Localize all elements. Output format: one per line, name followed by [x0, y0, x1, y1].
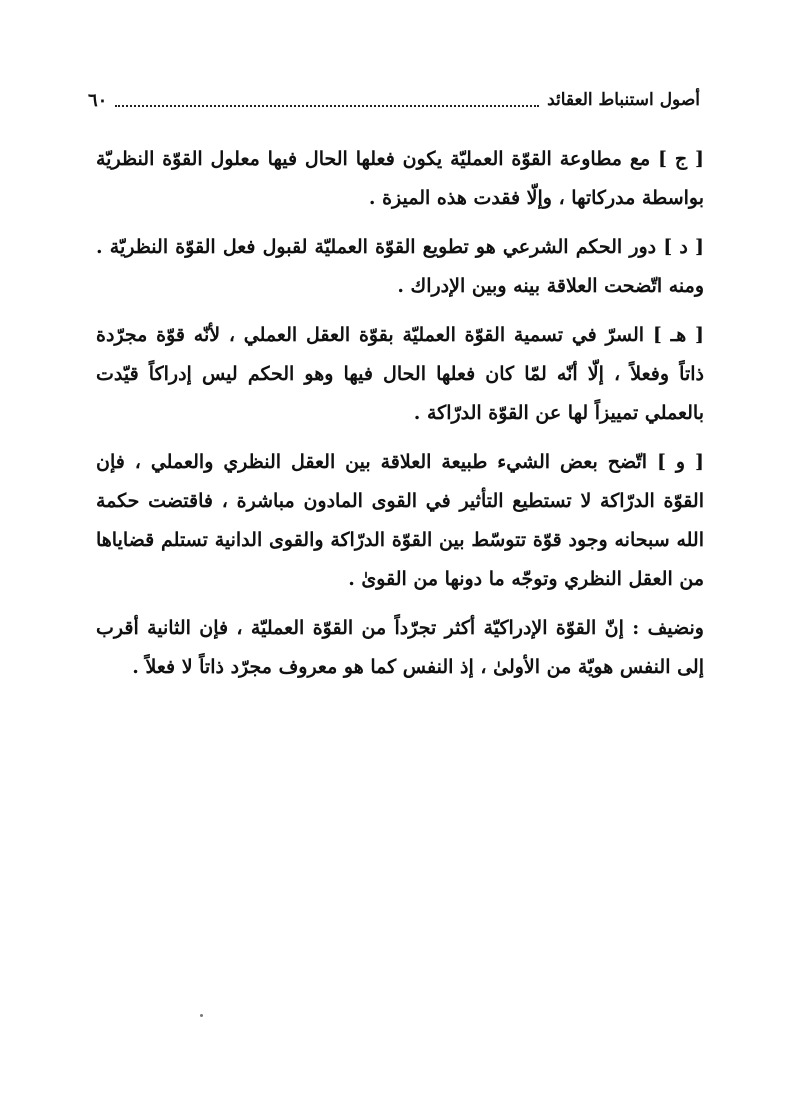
page-body: [96, 140, 704, 697]
running-header: [88, 84, 700, 116]
paragraph-waw: [ و ] اتّضح بعض الشيء طبيعة العلاقة بين العقل النظري والعملي ، فإن القوّة الدرّاكة لا تستطيع التأثير في القوى المادون مباشرة ، فاقتضت حكمة الله سبحانه وجود قوّة تتوسّط بين القوّة الدرّاكة والقوى الدانية تستلم قضاياها من العقل النظري وتوجّه ما دونها من القوىٰ .: [96, 451, 704, 590]
paragraph-addendum: ونضيف : إنّ القوّة الإدراكيّة أكثر تجرّداً من القوّة العمليّة ، فإن الثانية أقرب إلى النفس هويّة من الأولىٰ ، إذ النفس كما هو معروف مجرّد ذاتاً لا فعلاً .: [96, 617, 704, 678]
paragraph-ha: [ هـ ] السرّ في تسمية القوّة العمليّة بقوّة العقل العملي ، لأنّه قوّة مجرّدة ذاتاً وفعلاً ، إلّا أنّه لمّا كان فعلها الحال فيها وهو الحكم ليس إدراكاً قيّدت بالعملي تمييزاً لها عن القوّة الدرّاكة .: [96, 324, 704, 424]
paragraph-jim: [ ج ] مع مطاوعة القوّة العمليّة يكون فعلها الحال فيها معلول القوّة النظريّة بواسطة مدركاتها ، وإلّا فقدت هذه الميزة .: [96, 148, 704, 209]
scan-speck: [200, 1014, 203, 1017]
leader-dots: [115, 105, 539, 107]
page-number: ٦٠: [88, 89, 108, 111]
running-title: أصول استنباط العقائد: [547, 90, 700, 110]
paragraph-dal: [ د ] دور الحكم الشرعي هو تطويع القوّة العمليّة لقبول فعل القوّة النظريّة . ومنه اتّضحت العلاقة بينه وبين الإدراك .: [96, 236, 704, 297]
